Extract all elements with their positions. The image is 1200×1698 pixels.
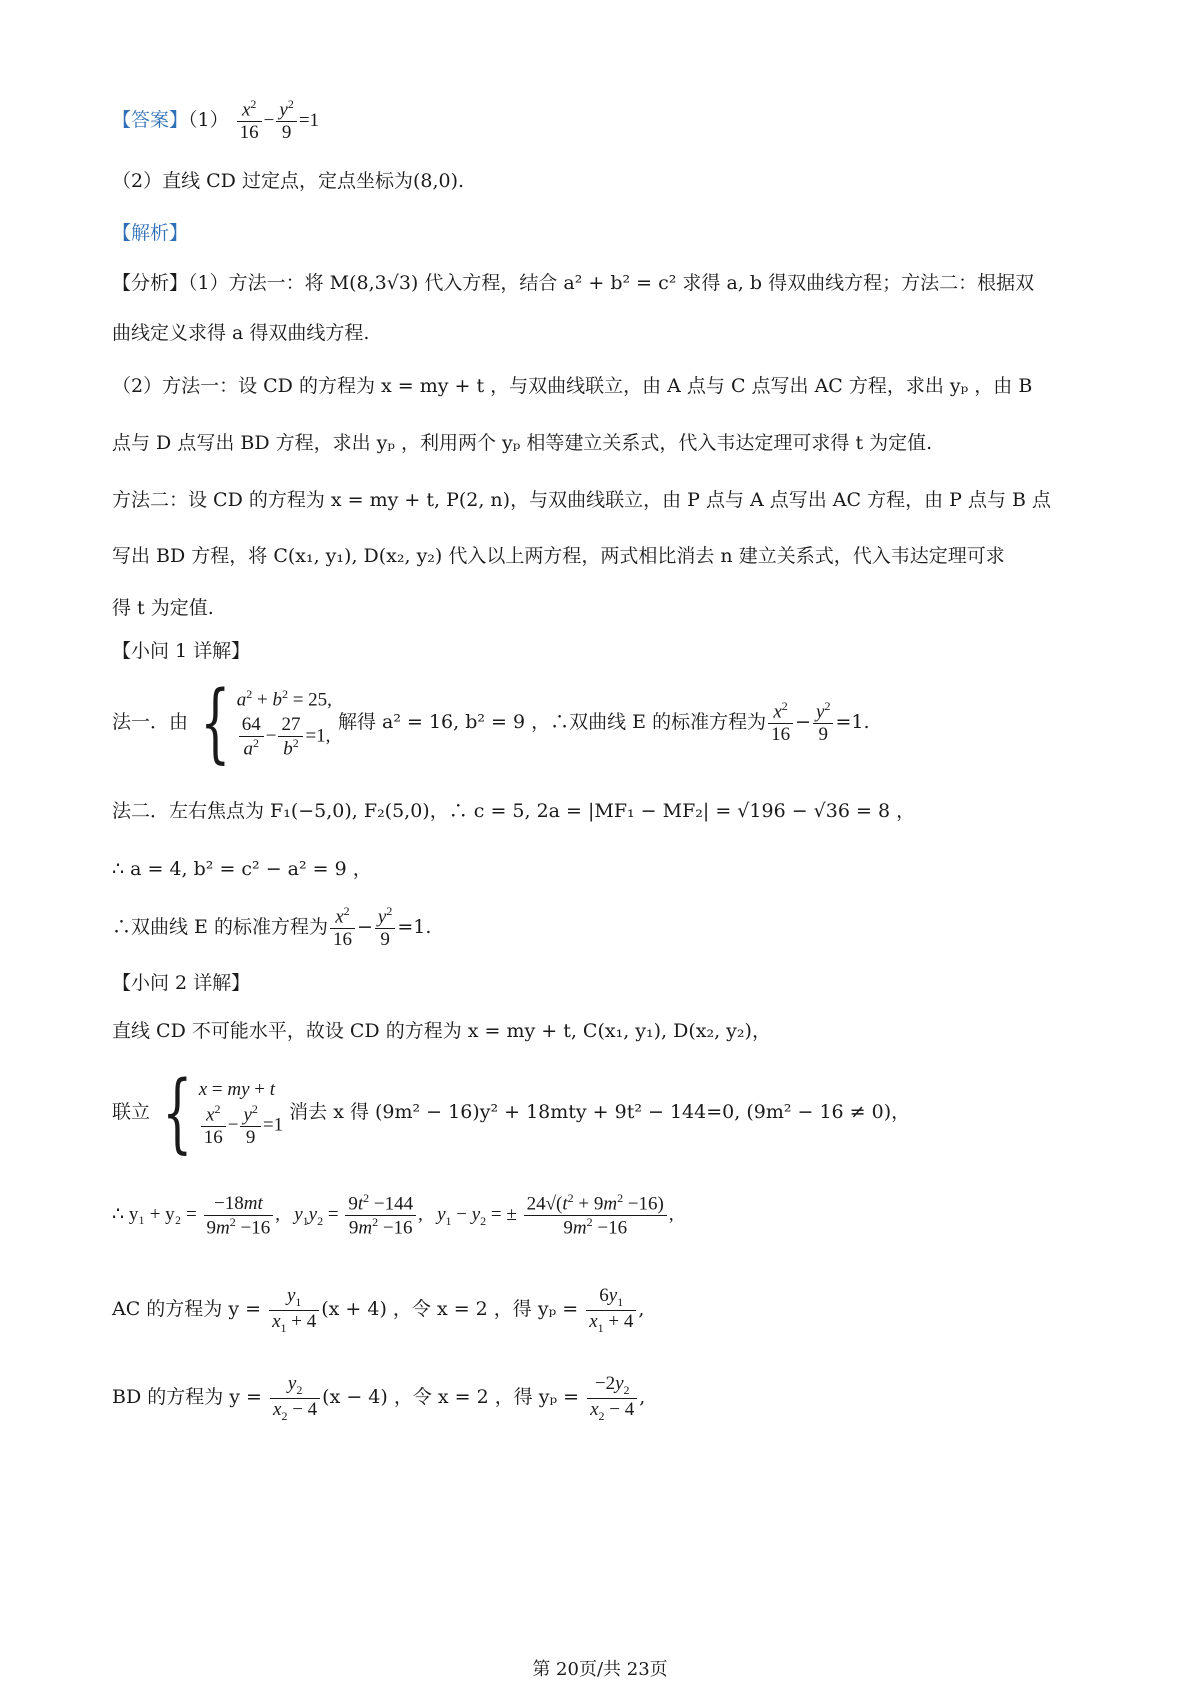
q2-lianli: 联立	[112, 1101, 151, 1123]
q2-line-4: AC 的方程为 y = $\frac{y_1}{x_1 + 4}$ (x + 4) ，令 x = 2 ，得 yₚ = $\frac{6y_1}{x_1 + 4}$ ,	[112, 1285, 645, 1335]
fraction-bd-slope: $\frac{y_2}{x_2 - 4}$	[270, 1373, 320, 1423]
q2-label: 【小问 2 详解】	[112, 972, 251, 994]
fraction-vieta-product: $\frac{9t^2 -144}{9m^2 -16}$	[345, 1192, 416, 1239]
q1-method1-prefix: 法一．由	[112, 711, 189, 733]
answer-line-2: （2）直线 CD 过定点，定点坐标为(8,0).	[112, 170, 465, 192]
fraction-x2-16: $\frac{x^2}{16}$	[768, 700, 793, 746]
q2-line-2	[112, 1063, 911, 1163]
fenxi-line-1	[112, 272, 1034, 295]
fraction-yp-ac: $\frac{6y_1}{x_1 + 4}$	[586, 1285, 636, 1335]
fraction-yp-bd: $\frac{-2y_2}{x_2 - 4}$	[587, 1373, 637, 1423]
left-brace: {	[162, 1063, 193, 1163]
fraction-vieta-sum: $\frac{-18mt}{9m^2 -16}$	[204, 1193, 274, 1239]
q1-method1-result: 解得 a² = 16, b² = 9 ，∴双曲线 E 的标准方程为	[337, 711, 767, 733]
q2-line-1: 直线 CD 不可能水平，故设 CD 的方程为 x = my + t, C(x₁, y₁), D(x₂, y₂)，	[112, 1020, 771, 1042]
fraction-x2-16: $\frac{x^2}{16}$	[330, 905, 355, 951]
fenxi-line-4: 点与 D 点写出 BD 方程，求出 yₚ ，利用两个 yₚ 相等建立关系式，代入韦达定理可求得 t 为定值.	[112, 432, 933, 454]
q2-elimination: 消去 x 得 (9m² − 16)y² + 18mty + 9t² − 144=0, (9m² − 16 ≠ 0)，	[289, 1101, 911, 1123]
fenxi-line-6: 写出 BD 方程，将 C(x₁, y₁), D(x₂, y₂) 代入以上两方程，两式相比消去 n 建立关系式，代入韦达定理可求	[112, 545, 1005, 567]
q1-label: 【小问 1 详解】	[112, 640, 251, 662]
answer-label: 【答案】	[112, 109, 189, 132]
analysis-label: 【解析】	[112, 222, 189, 244]
fenxi-line-5: 方法二：设 CD 的方程为 x = my + t, P(2, n)，与双曲线联立，由 P 点与 A 点写出 AC 方程，由 P 点与 B 点	[112, 489, 1051, 511]
fraction-y2-9: $\frac{y^2}{9}$	[276, 98, 296, 144]
q2-ac-prefix: AC 的方程为 y =	[112, 1298, 262, 1321]
fenxi-text-1a: （1）方法一：将 M(8,3√3) 代入方程，结合 a² + b² = c² 求得 a, b 得双曲线方程；方法二：根据双	[188, 272, 1035, 294]
q2-ac-mid: (x + 4) ，令 x = 2 ，得 yₚ =	[321, 1298, 579, 1321]
fraction-vieta-diff: $\frac{24√(t^2 + 9m^2 -16)}{9m^2 -16}$	[524, 1192, 667, 1239]
fraction-x2-16: $\frac{x^2}{16}$	[237, 98, 262, 144]
fenxi-line-3: （2）方法一：设 CD 的方程为 x = my + t ，与双曲线联立，由 A 点与 C 点写出 AC 方程，求出 yₚ ，由 B	[112, 375, 1033, 397]
q1-method2-conclusion: ∴双曲线 E 的标准方程为	[112, 916, 328, 939]
q2-bd-mid: (x − 4) ，令 x = 2 ，得 yₚ =	[322, 1386, 580, 1409]
fenxi-label: 【分析】	[112, 272, 189, 294]
fraction-y2-9: $\frac{y^2}{9}$	[813, 700, 833, 746]
q1-method2-line3: ∴双曲线 E 的标准方程为 $\frac{x^2}{16}$ − $\frac{y^2}{9}$ =1.	[112, 904, 432, 951]
fraction-y2-9: $\frac{y^2}{9}$	[375, 905, 395, 951]
answer-part1-prefix: （1）	[188, 109, 229, 132]
equation-system-2: x = my + t $\frac{x^2}{16}$ − $\frac{y^2}{9}$ =1	[198, 1078, 284, 1149]
q1-method2-line2: ∴ a = 4, b² = c² − a² = 9 ，	[112, 858, 372, 880]
fenxi-line-2: 曲线定义求得 a 得双曲线方程.	[112, 322, 370, 344]
q2-bd-prefix: BD 的方程为 y =	[112, 1386, 262, 1409]
q2-vieta-sum-prefix: ∴ y₁ + y₂ =	[112, 1204, 197, 1226]
q1-method1: 法一．由 { $a^2 + b^2 = 25$, $\frac{64}{a^2}$ − $\frac{27}{b^2}$ =1, 解得 a² = 16, b² = 9 ，∴双曲线 E 的标准方程为 $\frac{x^2}{16}$ − $\frac{y^2}{9}$ =1.	[112, 673, 870, 773]
fenxi-line-7: 得 t 为定值.	[112, 597, 214, 619]
q1-method2-line1: 法二．左右焦点为 F₁(−5,0), F₂(5,0)，∴ c = 5, 2a = |MF₁ − MF₂| = √196 − √36 = 8 ，	[112, 800, 916, 822]
equation-system-1: $a^2 + b^2 = 25$, $\frac{64}{a^2}$ − $\frac{27}{b^2}$ =1,	[236, 687, 332, 760]
left-brace: {	[200, 673, 231, 773]
q2-line-5: BD 的方程为 y = $\frac{y_2}{x_2 - 4}$ (x − 4) ，令 x = 2 ，得 yₚ = $\frac{-2y_2}{x_2 - 4}$ ,	[112, 1373, 646, 1423]
fraction-ac-slope: $\frac{y_1}{x_1 + 4}$	[269, 1285, 319, 1335]
answer-line-1: 【答案】（1） $\frac{x^2}{16}$ − $\frac{y^2}{9}$ =1	[112, 97, 320, 144]
q2-line-3: ∴ y₁ + y₂ = $\frac{-18mt}{9m^2 -16}$ , $y_1y_2$ = $\frac{9t^2 -144}{9m^2 -16}$ , $y_1 - y_2$ = ± $\frac{24√(t^2 + 9m^2 -16)}{9m^2 -16}$ ,	[112, 1191, 674, 1239]
page-footer: 第 20页/共 23页	[532, 1659, 668, 1680]
